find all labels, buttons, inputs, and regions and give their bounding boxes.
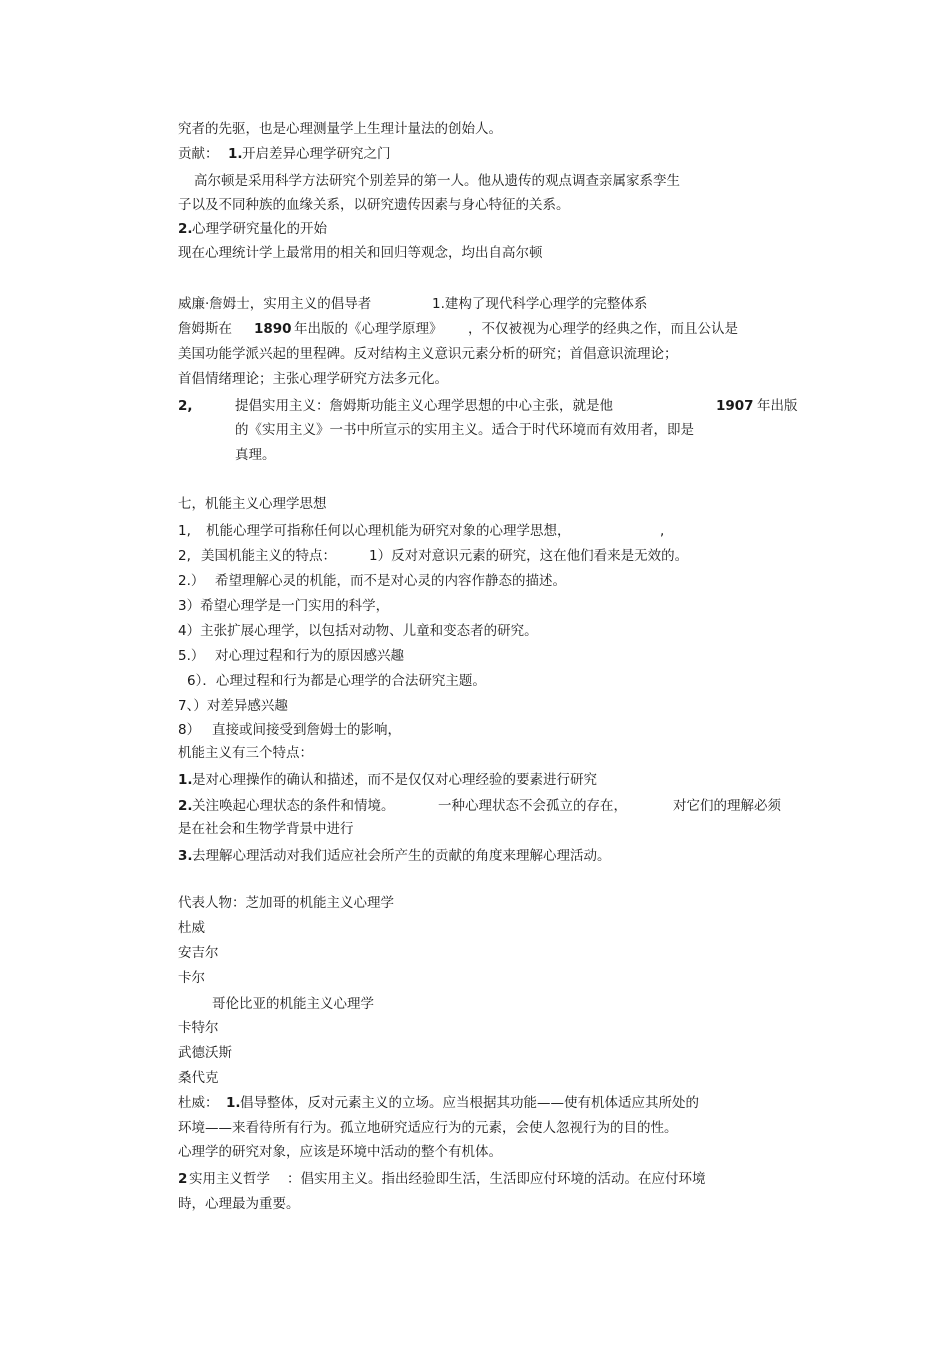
text-line: ，不仅被视为心理学的经典之作，而且公认是 [468, 321, 738, 337]
text-line: 心理学的研究对象，应该是环境中活动的整个有机体。 [178, 1144, 502, 1160]
text-line: 开启差异心理学研究之门 [242, 146, 391, 162]
text-line: 究者的先驱，也是心理测量学上生理计量法的创始人。 [178, 121, 502, 137]
text-line: 武德沃斯 [178, 1045, 232, 1061]
text-line: 一种心理状态不会孤立的存在， [438, 798, 627, 814]
text-line: 关注唤起心理状态的条件和情境。 [192, 798, 395, 814]
text-line: 首倡情绪理论；主张心理学研究方法多元化。 [178, 371, 448, 387]
text-line: 桑代克 [178, 1070, 219, 1086]
text-line: 对心理过程和行为的原因感兴趣 [215, 648, 404, 664]
text-line: 希望理解心灵的机能，而不是对心灵的内容作静态的描述。 [215, 573, 566, 589]
text-line: 1.建构了现代科学心理学的完整体系 [432, 296, 648, 312]
text-line: 直接或间接受到詹姆士的影响， [212, 722, 401, 738]
text-line: 心理学研究量化的开始 [192, 221, 327, 237]
text-line: 年出版的《心理学原理》 [294, 321, 443, 337]
text-line: 卡尔 [178, 970, 205, 986]
list-number: 5.） [178, 648, 205, 664]
text-line: 贡献： [178, 146, 219, 162]
section-heading: 七，机能主义心理学思想 [178, 496, 327, 512]
text-line: 1）反对对意识元素的研究，这在他们看来是无效的。 [369, 548, 689, 564]
list-number: 2. [178, 221, 193, 237]
text-line: 环境——来看待所有行为。孤立地研究适应行为的元素，会使人忽视行为的目的性。 [178, 1120, 678, 1136]
text-line: 现在心理统计学上最常用的相关和回归等观念，均出自高尔顿 [178, 245, 543, 261]
text-line: 去理解心理活动对我们适应社会所产生的贡献的角度来理解心理活动。 [192, 848, 611, 864]
text-line: 詹姆斯在 [178, 321, 232, 337]
list-number: 3. [178, 848, 193, 864]
text-line: 实用主义哲学 [189, 1171, 270, 1187]
text-line: 代表人物：芝加哥的机能主义心理学 [178, 895, 394, 911]
text-line: 卡特尔 [178, 1020, 219, 1036]
list-number: 1. [228, 146, 243, 162]
list-number: 2 [178, 1171, 188, 1187]
list-number: 2.） [178, 573, 205, 589]
text-line: 4）主张扩展心理学，以包括对动物、儿童和变态者的研究。 [178, 623, 538, 639]
text-line: 威廉·詹姆士，实用主义的倡导者 [178, 296, 372, 312]
text-line: 6）．心理过程和行为都是心理学的合法研究主题。 [187, 673, 486, 689]
text-line: 杜威 [178, 920, 205, 936]
text-line: 安吉尔 [178, 945, 219, 961]
text-line: 真理。 [235, 447, 276, 463]
text-line: 杜威： [178, 1095, 219, 1111]
text-line: 美国功能学派兴起的里程碑。反对结构主义意识元素分析的研究；首倡意识流理论； [178, 346, 678, 362]
text-line: , [660, 523, 665, 539]
list-number: 2, [178, 398, 193, 414]
text-line: 对它们的理解必须 [673, 798, 781, 814]
text-line: 机能心理学可指称任何以心理机能为研究对象的心理学思想， [206, 523, 571, 539]
list-number: 2. [178, 798, 193, 814]
year: 1890 [254, 321, 292, 337]
year: 1907 [716, 398, 754, 414]
text-line: 美国机能主义的特点： [201, 548, 336, 564]
text-line: 是对心理操作的确认和描述，而不是仅仅对心理经验的要素进行研究 [192, 772, 597, 788]
text-line: 高尔顿是采用科学方法研究个别差异的第一人。他从遗传的观点调查亲属家系孪生 [194, 173, 680, 189]
list-number: 1. [226, 1095, 241, 1111]
text-line: 机能主义有三个特点： [178, 745, 313, 761]
text-line: 哥伦比亚的机能主义心理学 [212, 996, 374, 1012]
list-number: 8） [178, 722, 201, 738]
list-number: 1, [178, 523, 191, 539]
text-line: 3）希望心理学是一门实用的科学， [178, 598, 390, 614]
text-line: ：倡实用主义。指出经验即生活，生活即应付环境的活动。在应付环境 [287, 1171, 706, 1187]
text-line: 子以及不同种族的血缘关系，以研究遗传因素与身心特征的关系。 [178, 197, 570, 213]
text-line: 時，心理最为重要。 [178, 1196, 300, 1212]
text-line: 的《实用主义》一书中所宣示的实用主义。适合于时代环境而有效用者，即是 [235, 422, 694, 438]
list-number: 1. [178, 772, 193, 788]
text-line: 提倡实用主义：詹姆斯功能主义心理学思想的中心主张，就是他 [235, 398, 613, 414]
text-line: 是在社会和生物学背景中进行 [178, 821, 354, 837]
text-line: 倡导整体，反对元素主义的立场。应当根据其功能——使有机体适应其所处的 [240, 1095, 699, 1111]
list-number: 2, [178, 548, 191, 564]
text-line: 7、）对差异感兴趣 [178, 698, 288, 714]
text-line: 年出版 [757, 398, 798, 414]
